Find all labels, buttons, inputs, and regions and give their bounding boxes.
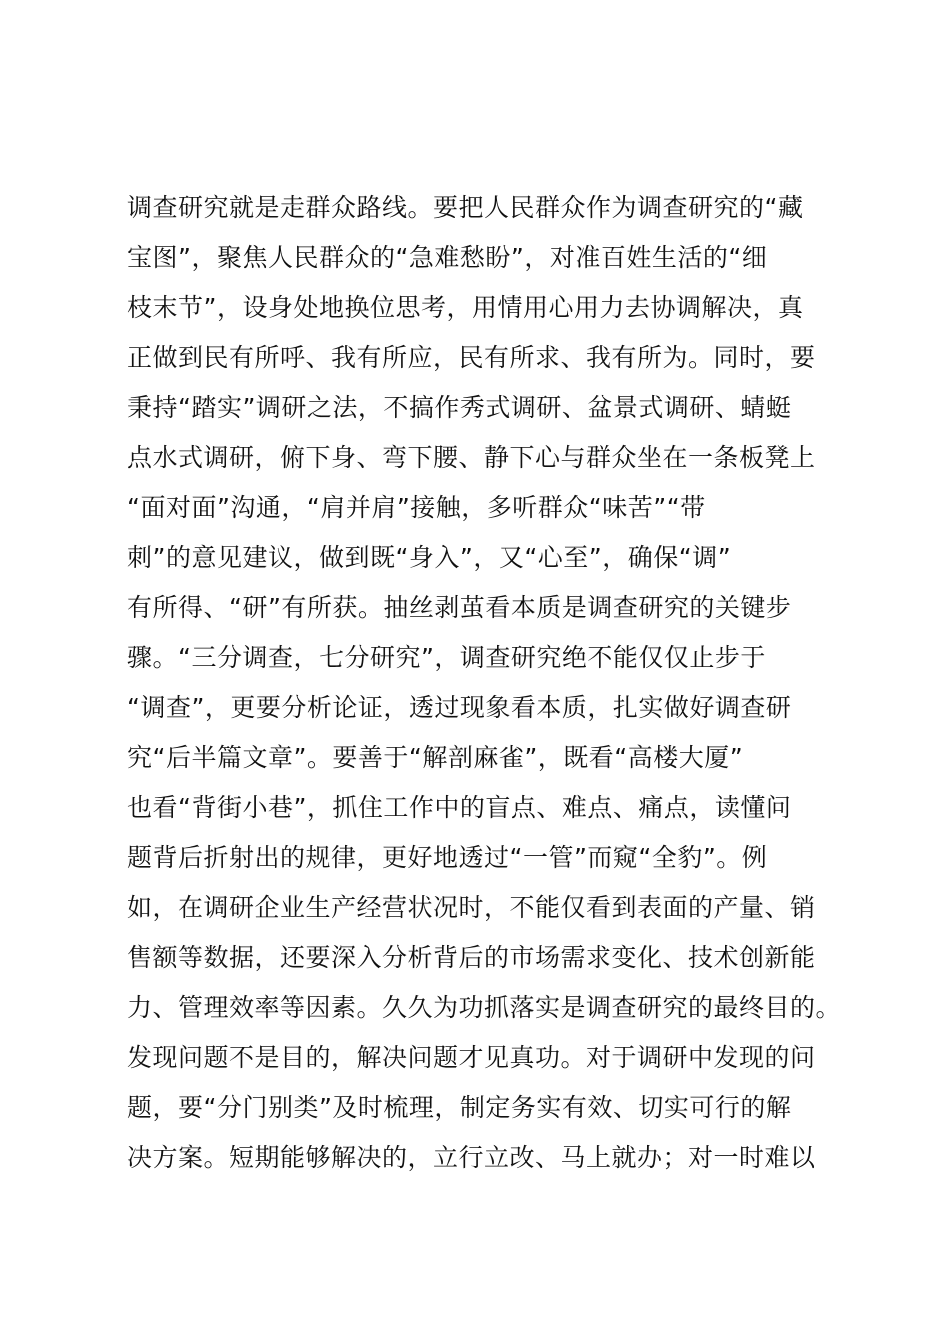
text-line: “调查”，更要分析论证，透过现象看本质，扎实做好调查研 xyxy=(127,693,792,722)
text-line: 发现问题不是目的，解决问题才见真功。对于调研中发现的问 xyxy=(127,1043,816,1072)
text-line: 枝末节”，设身处地换位思考，用情用心用力去协调解决，真 xyxy=(127,293,804,322)
text-line: “面对面”沟通，“肩并肩”接触，多听群众“味苦”“带 xyxy=(127,493,706,522)
text-line: 秉持“踏实”调研之法，不搞作秀式调研、盆景式调研、蜻蜓 xyxy=(127,393,792,422)
text-line: 刺”的意见建议，做到既“身入”，又“心至”，确保“调” xyxy=(127,543,732,572)
text-line: 调查研究就是走群众路线。要把人民群众作为调查研究的“藏 xyxy=(127,193,804,222)
text-line: 有所得、“研”有所获。抽丝剥茧看本质是调查研究的关键步 xyxy=(127,593,792,622)
text-line: 点水式调研，俯下身、弯下腰、静下心与群众坐在一条板凳上 xyxy=(127,443,816,472)
text-line: 骤。“三分调查，七分研究”，调查研究绝不能仅仅止步于 xyxy=(127,643,766,672)
text-line: 力、管理效率等因素。久久为功抓落实是调查研究的最终目的。 xyxy=(127,993,842,1022)
text-line: 也看“背街小巷”，抓住工作中的盲点、难点、痛点，读懂问 xyxy=(127,793,792,822)
text-line: 正做到民有所呼、我有所应，民有所求、我有所为。同时，要 xyxy=(127,343,816,372)
text-line: 题，要“分门别类”及时梳理，制定务实有效、切实可行的解 xyxy=(127,1093,792,1122)
body-paragraph xyxy=(127,183,847,1183)
text-line: 如，在调研企业生产经营状况时，不能仅看到表面的产量、销 xyxy=(127,893,816,922)
text-line: 售额等数据，还要深入分析背后的市场需求变化、技术创新能 xyxy=(127,943,816,972)
text-line: 究“后半篇文章”。要善于“解剖麻雀”，既看“高楼大厦” xyxy=(127,743,744,772)
text-line: 题背后折射出的规律，更好地透过“一管”而窥“全豹”。例 xyxy=(127,843,768,872)
text-line: 宝图”，聚焦人民群众的“急难愁盼”，对准百姓生活的“细 xyxy=(127,243,768,272)
text-line: 决方案。短期能够解决的，立行立改、马上就办；对一时难以 xyxy=(127,1143,816,1172)
